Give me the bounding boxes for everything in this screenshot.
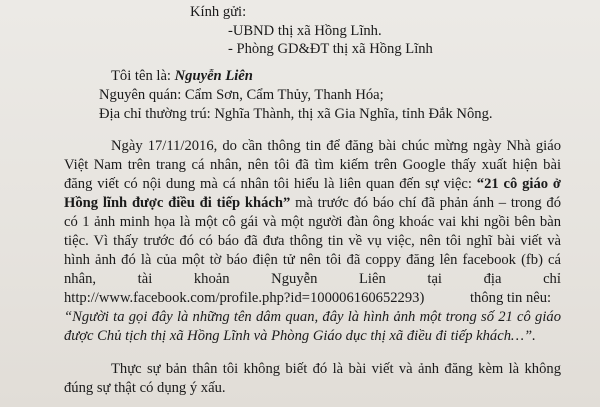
paragraph1-line9-text: thông tin nêu:	[470, 290, 552, 306]
paragraph2-line1: Thực sự bản thân tôi không biết đó là bài viết và ảnh đăng kèm là không	[111, 361, 561, 377]
word: tại	[427, 271, 442, 287]
paragraph1-line3-text: đăng viết có nội dung mà cá nhân tôi hiểu là liên quan đến sự việc:	[64, 176, 477, 192]
headline-part1: “21 cô giáo ở	[476, 176, 561, 192]
headline-part2: Hồng lĩnh được điều đi tiếp khách”	[64, 195, 291, 211]
facebook-profile-url: http://www.facebook.com/profile.php?id=100006160652293)	[64, 290, 425, 306]
word: địa	[483, 271, 502, 287]
quote-line1: “Người ta gọi đây là những tên dâm quan, đây là hình ảnh một trong số 21 cô giáo	[64, 309, 561, 325]
paragraph2-line2: đúng sự thật có dụng ý xấu.	[64, 380, 226, 396]
paragraph1-line4	[64, 194, 561, 212]
name-prefix: Tôi tên là:	[111, 68, 175, 84]
paragraph1-line6: tiệc. Vì thấy trước đó có báo đã đưa thông tin về vụ việc, nên tôi nghĩ bài viết và	[64, 233, 561, 249]
word: chỉ	[543, 271, 561, 287]
addressee-label: Kính gửi:	[190, 4, 247, 20]
quote-line2: được Chủ tịch thị xã Hồng Lĩnh và Phòng Giáo dục thị xã điều đi tiếp khách…”.	[64, 328, 536, 344]
recipient-phong-gd: - Phòng GD&ĐT thị xã Hồng Lĩnh	[228, 41, 433, 57]
paragraph1-line1: Ngày 17/11/2016, do cần thông tin để đăng bài chúc mừng ngày Nhà giáo	[111, 138, 561, 154]
paragraph1-line8	[64, 270, 561, 288]
word: khoản	[193, 271, 230, 287]
paragraph1-line2: Việt Nam trên trang cá nhân, nên tôi đã tìm kiếm trên Google thấy xuất hiện bài	[64, 157, 561, 173]
paragraph1-line4-text: mà trước đó báo chí đã phản ánh – trong đó	[290, 195, 562, 211]
word: Nguyễn	[271, 271, 318, 287]
recipient-ubnd: -UBND thị xã Hồng Lĩnh.	[228, 23, 382, 39]
origin-line: Nguyên quán: Cẩm Sơn, Cẩm Thủy, Thanh Hóa;	[99, 87, 384, 103]
word: Liên	[359, 271, 386, 287]
word: tài	[137, 271, 153, 287]
author-name: Nguyễn Liên	[174, 68, 253, 84]
residence-line: Địa chỉ thường trú: Nghĩa Thành, thị xã Gia Nghĩa, tỉnh Đắk Nông.	[99, 106, 493, 122]
word: nhân,	[64, 271, 97, 287]
paragraph1-line5: có 1 ảnh minh họa là một cô gái và một người đàn ông khoác vai khi ngồi bên bàn	[64, 214, 561, 230]
paragraph1-line3	[64, 175, 561, 193]
name-line	[111, 67, 253, 85]
paragraph1-line7: hình ảnh đó là của một tờ báo điện tử nên tôi đã coppy đăng lên facebook (fb) cá	[64, 252, 561, 268]
